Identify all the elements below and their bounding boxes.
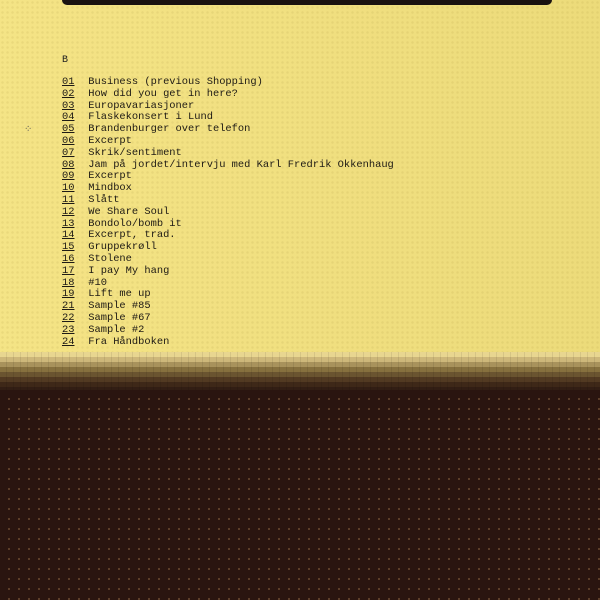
track-title: Europavariasjoner — [88, 99, 195, 112]
track-title: I pay My hang — [88, 264, 170, 277]
track-item — [62, 337, 394, 349]
track-number: 14 — [62, 229, 75, 242]
track-title: #10 — [88, 276, 107, 289]
ink-smudge: ⁘ — [24, 125, 33, 136]
track-number: 23 — [62, 323, 75, 336]
track-title: Sample #2 — [88, 323, 145, 336]
track-title: Bondolo/bomb it — [88, 217, 182, 230]
track-number: 07 — [62, 146, 75, 159]
track-title: Sample #67 — [88, 311, 151, 324]
track-number: 17 — [62, 264, 75, 277]
top-edge-bar — [62, 0, 552, 5]
side-letter: B — [62, 55, 69, 66]
track-title: Brandenburger over telefon — [88, 123, 251, 136]
track-title: Excerpt — [88, 170, 132, 183]
track-title: Fra Håndboken — [88, 335, 170, 348]
track-title: Business (previous Shopping) — [88, 76, 263, 88]
track-number: 18 — [62, 276, 75, 289]
track-title: How did you get in here? — [88, 87, 238, 100]
track-number: 11 — [62, 193, 75, 206]
track-list — [62, 77, 394, 348]
track-number: 24 — [62, 335, 75, 348]
track-title: Excerpt, trad. — [88, 229, 176, 242]
track-number: 15 — [62, 241, 75, 254]
track-number: 05 — [62, 123, 75, 136]
track-title: Sample #85 — [88, 300, 151, 313]
track-number: 06 — [62, 134, 75, 147]
track-number: 12 — [62, 205, 75, 218]
track-title: Jam på jordet/intervju med Karl Fredrik Okkenhaug — [88, 158, 394, 171]
track-number: 16 — [62, 252, 75, 265]
track-number: 19 — [62, 288, 75, 301]
track-title: Excerpt — [88, 134, 132, 147]
track-title: Flaskekonsert i Lund — [88, 111, 213, 124]
track-title: We Share Soul — [88, 205, 170, 218]
track-number: 04 — [62, 111, 75, 124]
track-number: 22 — [62, 311, 75, 324]
track-number: 10 — [62, 182, 75, 195]
track-number: 08 — [62, 158, 75, 171]
track-number: 02 — [62, 87, 75, 100]
track-title: Stolene — [88, 252, 132, 265]
track-number: 03 — [62, 99, 75, 112]
track-title: Skrik/sentiment — [88, 146, 182, 159]
track-number: 13 — [62, 217, 75, 230]
track-number: 01 — [62, 76, 75, 88]
track-number: 09 — [62, 170, 75, 183]
track-title: Gruppekrøll — [88, 241, 157, 254]
track-title: Lift me up — [88, 288, 151, 301]
dotted-dark-area — [0, 390, 600, 600]
track-title: Mindbox — [88, 182, 132, 195]
track-number: 21 — [62, 300, 75, 313]
track-item — [62, 266, 394, 278]
track-title: Slått — [88, 193, 120, 206]
